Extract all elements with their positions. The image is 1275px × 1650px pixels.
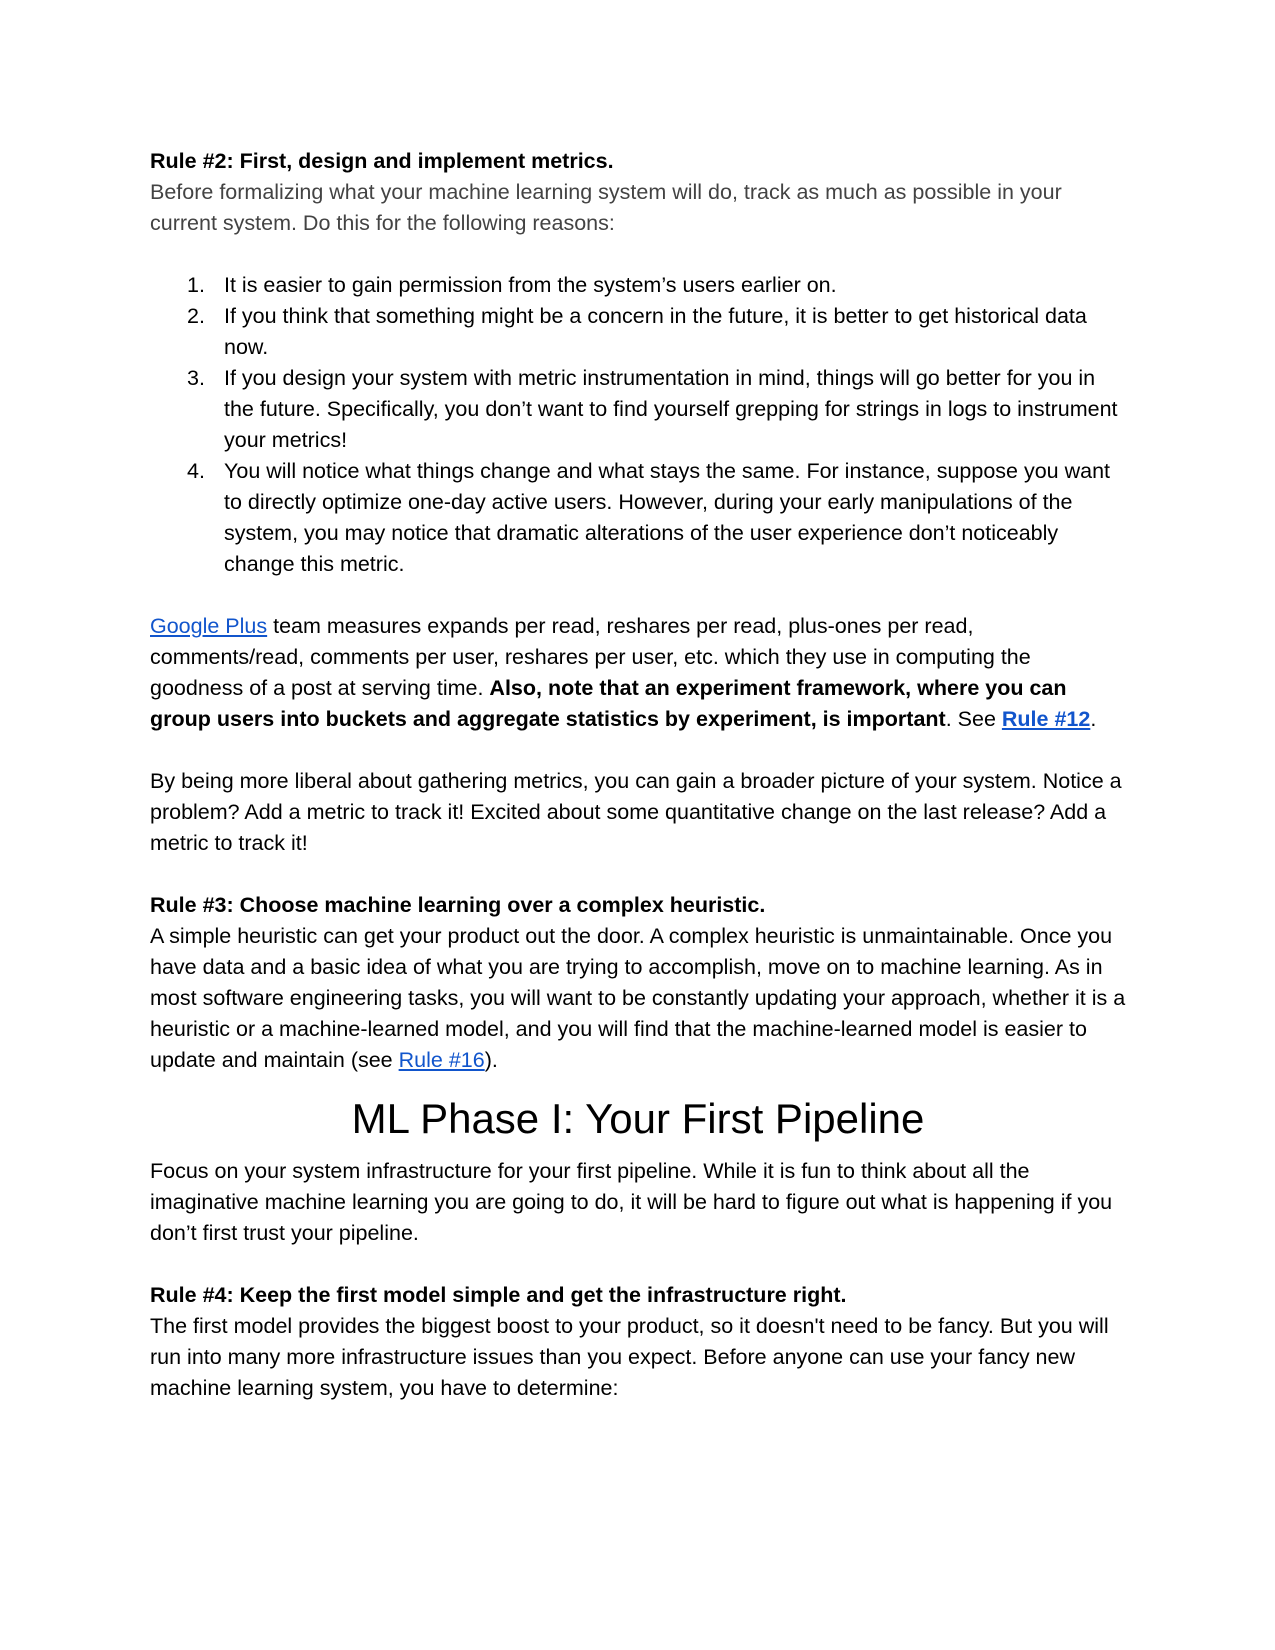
- rule-2-intro: Before formalizing what your machine learning system will do, track as much as possible in your current system. Do this for the following reasons:: [150, 180, 1062, 235]
- rule-4-heading: Rule #4: Keep the first model simple and get the infrastructure right.: [150, 1283, 847, 1307]
- list-number: 1.: [187, 273, 205, 297]
- list-item-text: You will notice what things change and what stays the same. For instance, suppose you want to directly optimize one-day active users. However, during your early manipulations of the system, you may notice that dramatic alterations of the user experience don’t noticeably change this metric.: [224, 459, 1111, 576]
- paragraph-text: . See: [945, 707, 1002, 731]
- reasons-list: [150, 270, 1126, 580]
- rule-12-link[interactable]: Rule #12: [1001, 707, 1091, 731]
- document-page: [150, 146, 1126, 1404]
- paragraph-text: team measures expands per read, reshares per read, plus-ones per read, comments/read, comments per user, reshares per user, etc. which they use in computing the goodness of a post at serving time.: [150, 614, 1031, 700]
- google-plus-paragraph: [150, 611, 1126, 735]
- google-plus-link[interactable]: Google Plus: [150, 614, 268, 638]
- list-item-text: It is easier to gain permission from the system’s users earlier on.: [224, 273, 837, 297]
- list-item-text: If you think that something might be a concern in the future, it is better to get historical data now.: [224, 304, 1087, 359]
- list-item: [150, 456, 1126, 580]
- list-item-text: If you design your system with metric instrumentation in mind, things will go better for you in the future. Specifically, you don’t want to find yourself grepping for strings in logs to instrument your metrics!: [224, 366, 1118, 452]
- list-number: 4.: [187, 459, 205, 483]
- spacer: [150, 580, 1126, 611]
- rule-2-heading: Rule #2: First, design and implement metrics.: [150, 149, 614, 173]
- rule-3-heading: Rule #3: Choose machine learning over a complex heuristic.: [150, 893, 766, 917]
- rule-16-link[interactable]: Rule #16: [398, 1048, 485, 1072]
- section-title: ML Phase I: Your First Pipeline: [351, 1095, 925, 1142]
- paragraph-text: A simple heuristic can get your product out the door. A complex heuristic is unmaintainable. Once you have data and a basic idea of what you are trying to accomplish, move on to machine learning. As in most software engineering tasks, you will want to be constantly updating your approach, whether it is a heuristic or a machine-learned model, and you will find that the machine-learned model is easier to update and maintain (see: [150, 924, 1126, 1072]
- paragraph-text: ).: [484, 1048, 498, 1072]
- list-number: 2.: [187, 304, 205, 328]
- rule-3-body: [150, 921, 1126, 1076]
- spacer: [150, 735, 1126, 766]
- list-item: [150, 270, 1126, 301]
- list-number: 3.: [187, 366, 205, 390]
- spacer: [150, 1249, 1126, 1280]
- list-item: [150, 363, 1126, 456]
- liberal-metrics-paragraph: By being more liberal about gathering metrics, you can gain a broader picture of your system. Notice a problem? Add a metric to track it! Excited about some quantitative change on the last release? Add a metric to track it!: [150, 769, 1122, 855]
- paragraph-bold-text: Also, note that an experiment framework, where you can group users into buckets and aggregate statistics by experiment, is important: [150, 676, 1067, 731]
- list-item: [150, 301, 1126, 363]
- spacer: [150, 239, 1126, 270]
- spacer: [150, 859, 1126, 890]
- phase-1-intro: Focus on your system infrastructure for your first pipeline. While it is fun to think about all the imaginative machine learning you are going to do, it will be hard to figure out what is happening if you don’t first trust your pipeline.: [150, 1159, 1113, 1245]
- paragraph-text: .: [1090, 707, 1097, 731]
- rule-4-body: The first model provides the biggest boost to your product, so it doesn't need to be fancy. But you will run into many more infrastructure issues than you expect. Before anyone can use your fancy new machine learning system, you have to determine:: [150, 1314, 1109, 1400]
